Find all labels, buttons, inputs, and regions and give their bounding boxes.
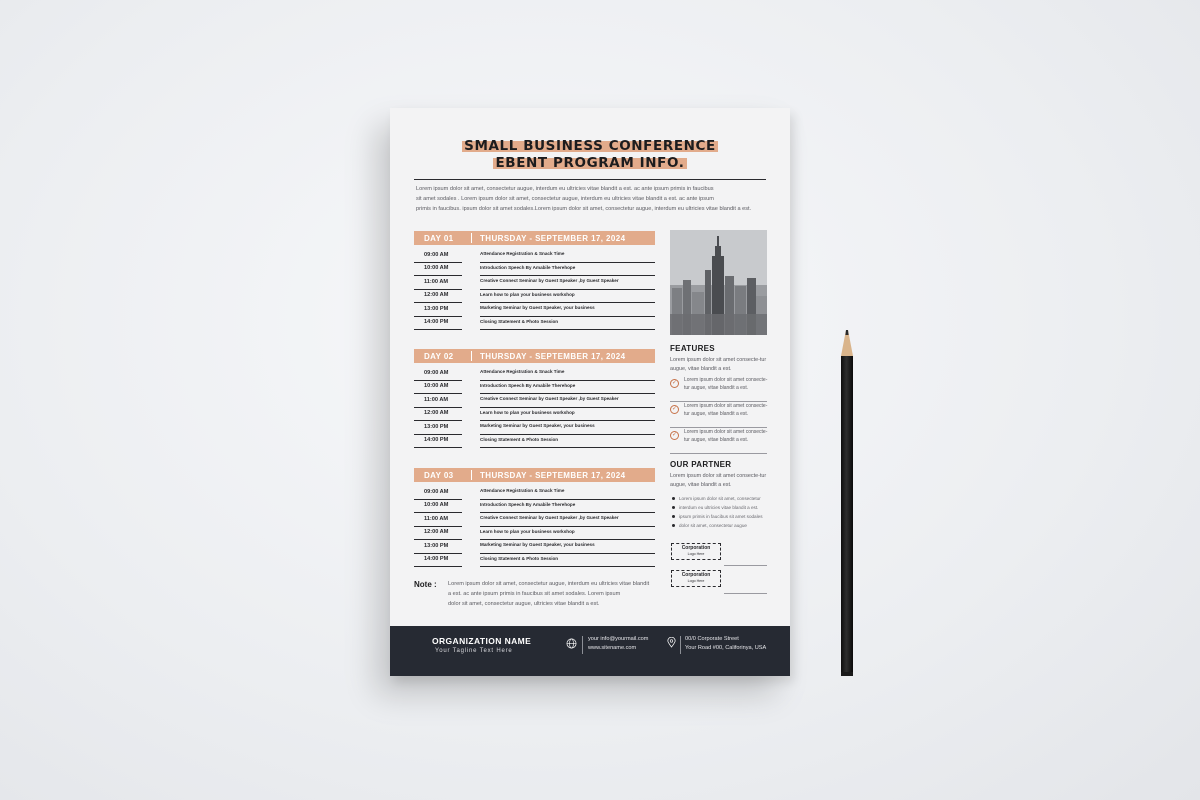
pencil — [838, 330, 858, 678]
day-divider — [471, 233, 472, 243]
logo-name: Corporation — [681, 572, 711, 578]
logo-tagline: Logo Here — [687, 552, 705, 556]
title-line-1: SMALL BUSINESS CONFERENCE — [464, 138, 716, 154]
bullet-text: dolor sit amet, consectetur augue — [679, 523, 747, 528]
intro-line: primis in faucibus. ipsum dolor sit amet sodales.Lorem ipsum dolor sit amet, consectetur augue, interdum eu ultricies vitae blandit a est. — [416, 206, 752, 212]
bullet-text: Lorem ipsum dolor sit amet, consectetur — [679, 496, 761, 501]
feature-item — [670, 402, 767, 428]
session-activity: Closing Statement & Photo Session — [480, 555, 559, 561]
bullet-dot — [672, 524, 675, 527]
session-time: 10:00 AM — [424, 502, 449, 508]
session-activity: Introduction Speech By Amabile Therehope — [480, 264, 576, 270]
day-3-header — [414, 468, 655, 482]
schedule-row — [414, 527, 655, 541]
logo-tagline: Logo Here — [687, 579, 705, 583]
intro-line: Lorem ipsum dolor sit amet, consectetur augue, interdum eu ultricies vitae blandit a est. ac ante ipsum primis in faucibus — [416, 186, 714, 192]
logo-name: Corporation — [681, 545, 711, 551]
organization-name: ORGANIZATION NAME — [432, 636, 532, 646]
day-divider — [471, 470, 472, 480]
contact-info — [588, 635, 648, 653]
schedule-row — [414, 500, 655, 514]
bullet-text: ipsum primis in faucibus sit amet sodales — [679, 514, 763, 519]
session-time: 11:00 AM — [424, 396, 449, 403]
schedule-row — [414, 263, 655, 277]
bullet-dot — [672, 497, 675, 500]
session-time: 13:00 PM — [424, 305, 449, 312]
address-line-1: 00/0 Corporate Street — [685, 636, 739, 642]
day-divider — [471, 351, 472, 361]
partner-bullet — [679, 496, 769, 501]
schedule-row — [414, 276, 655, 290]
schedule-row — [414, 486, 655, 500]
session-time: 12:00 AM — [424, 529, 449, 535]
partner-intro: Lorem ipsum dolor sit amet consecte-tur augue, vitae blandit a est. — [670, 473, 767, 488]
note-line: Lorem ipsum dolor sit amet, consectetur augue, interdum eu ultricies vitae blandit — [448, 581, 650, 587]
bullet-dot — [672, 506, 675, 509]
day-date: THURSDAY - SEPTEMBER 17, 2024 — [480, 233, 626, 243]
session-activity: Creative Connect Seminar by Guest Speaker ,by Guest Speaker — [480, 515, 619, 520]
address-info — [685, 635, 766, 653]
session-time: 11:00 AM — [424, 515, 449, 522]
footer-divider — [680, 636, 681, 654]
skyline-illustration — [670, 230, 767, 335]
logo-divider — [724, 565, 767, 566]
checkmark-icon: ✓ — [671, 432, 678, 438]
day-label: DAY 01 — [424, 233, 454, 243]
session-time: 10:00 AM — [424, 383, 449, 389]
feature-text: Lorem ipsum dolor sit amet consecte-tur augue, vitae blandit a est. — [684, 403, 768, 417]
features-heading: FEATURES — [670, 344, 715, 353]
contact-email: your info@yourmail.com — [588, 636, 649, 642]
partner-bullet — [679, 523, 769, 528]
city-skyline-photo — [670, 230, 767, 335]
session-time: 11:00 AM — [424, 278, 449, 285]
day-label: DAY 03 — [424, 470, 454, 480]
session-time: 12:00 AM — [424, 292, 449, 298]
partner-bullet — [679, 505, 769, 510]
session-activity: Marketing Seminar by Guest Speaker, your business — [480, 423, 595, 428]
activity-underline — [480, 566, 655, 567]
session-time: 09:00 AM — [424, 369, 449, 376]
feature-divider — [670, 453, 767, 454]
note-line: a est. ac ante ipsum primis in faucibus sit amet sodales. Lorem ipsum — [448, 591, 621, 597]
schedule-row — [414, 303, 655, 317]
partner-heading: OUR PARTNER — [670, 460, 732, 469]
schedule-row — [414, 394, 655, 408]
schedule-row — [414, 435, 655, 449]
intro-line: sit amet sodales . Lorem ipsum dolor sit amet, consectetur augue, interdum eu ultricies vitae blandit a est. ac ante ipsum — [416, 196, 714, 202]
feature-text: Lorem ipsum dolor sit amet consecte-tur augue, vitae blandit a est. — [684, 377, 768, 391]
session-activity: Creative Connect Seminar by Guest Speaker ,by Guest Speaker — [480, 396, 619, 401]
intro-paragraph — [416, 184, 766, 214]
feature-item — [670, 428, 767, 454]
time-underline — [414, 447, 462, 448]
schedule-row — [414, 554, 655, 568]
flyer-paper — [390, 108, 790, 676]
feature-text: Lorem ipsum dolor sit amet consecte-tur augue, vitae blandit a est. — [684, 429, 768, 443]
session-activity: Attendance Registration & Snack Time — [480, 251, 565, 256]
organization-tagline: Your Tagline Text Here — [435, 648, 513, 654]
session-time: 12:00 AM — [424, 410, 449, 416]
session-activity: Creative Connect Seminar by Guest Speaker ,by Guest Speaker — [480, 278, 619, 283]
session-activity: Introduction Speech By Amabile Therehope — [480, 501, 576, 507]
address-line-2: Your Road #00, Califorinya, USA — [685, 645, 767, 651]
note-label: Note : — [414, 580, 437, 589]
day-label: DAY 02 — [424, 351, 454, 361]
session-time: 14:00 PM — [424, 319, 449, 325]
globe-icon — [566, 638, 577, 649]
session-activity: Closing Statement & Photo Session — [480, 318, 559, 324]
session-activity: Learn how to plan your business workshop — [480, 528, 575, 534]
partner-bullet — [679, 514, 769, 519]
day-2-header — [414, 349, 655, 363]
features-intro: Lorem ipsum dolor sit amet consecte-tur augue, vitae blandit a est. — [670, 357, 767, 372]
schedule-row — [414, 317, 655, 331]
schedule-row — [414, 290, 655, 304]
bullet-text: interdum eu ultricies vitae blandit a est. — [679, 505, 759, 510]
session-activity: Attendance Registration & Snack Time — [480, 488, 565, 493]
session-activity: Learn how to plan your business workshop — [480, 291, 575, 297]
session-time: 14:00 PM — [424, 437, 449, 443]
session-time: 09:00 AM — [424, 251, 449, 258]
footer-bar — [390, 626, 790, 676]
title-line-2: EBENT PROGRAM INFO. — [495, 155, 685, 171]
activity-underline — [480, 329, 655, 330]
footer-divider — [582, 636, 583, 654]
session-time: 14:00 PM — [424, 556, 449, 562]
schedule-row — [414, 540, 655, 554]
checkmark-icon: ✓ — [671, 406, 678, 412]
session-time: 13:00 PM — [424, 542, 449, 549]
title-divider — [414, 179, 766, 180]
session-activity: Learn how to plan your business workshop — [480, 409, 575, 415]
session-activity: Marketing Seminar by Guest Speaker, your business — [480, 305, 595, 310]
logo-divider — [724, 593, 767, 594]
schedule-row — [414, 249, 655, 263]
schedule-row — [414, 381, 655, 395]
day-date: THURSDAY - SEPTEMBER 17, 2024 — [480, 470, 626, 480]
location-pin-icon — [666, 637, 677, 648]
contact-website: www.sitename.com — [588, 645, 637, 651]
flyer-title — [390, 138, 790, 172]
session-activity: Introduction Speech By Amabile Therehope — [480, 382, 576, 388]
schedule-row — [414, 367, 655, 381]
partner-logo — [671, 543, 721, 560]
session-time: 10:00 AM — [424, 265, 449, 271]
day-1-header — [414, 231, 655, 245]
time-underline — [414, 329, 462, 330]
note-line: dolor sit amet, consectetur augue, ultricies vitae blandit a est. — [448, 601, 600, 607]
schedule-row — [414, 513, 655, 527]
checkmark-icon: ✓ — [671, 380, 678, 386]
time-underline — [414, 566, 462, 567]
bullet-dot — [672, 515, 675, 518]
schedule-row — [414, 408, 655, 422]
partner-logo — [671, 570, 721, 587]
session-time: 09:00 AM — [424, 488, 449, 495]
session-activity: Closing Statement & Photo Session — [480, 436, 559, 442]
activity-underline — [480, 447, 655, 448]
session-time: 13:00 PM — [424, 423, 449, 430]
day-date: THURSDAY - SEPTEMBER 17, 2024 — [480, 351, 626, 361]
schedule-row — [414, 421, 655, 435]
feature-item — [670, 376, 767, 402]
session-activity: Attendance Registration & Snack Time — [480, 369, 565, 374]
note-text — [448, 579, 658, 609]
session-activity: Marketing Seminar by Guest Speaker, your business — [480, 542, 595, 547]
